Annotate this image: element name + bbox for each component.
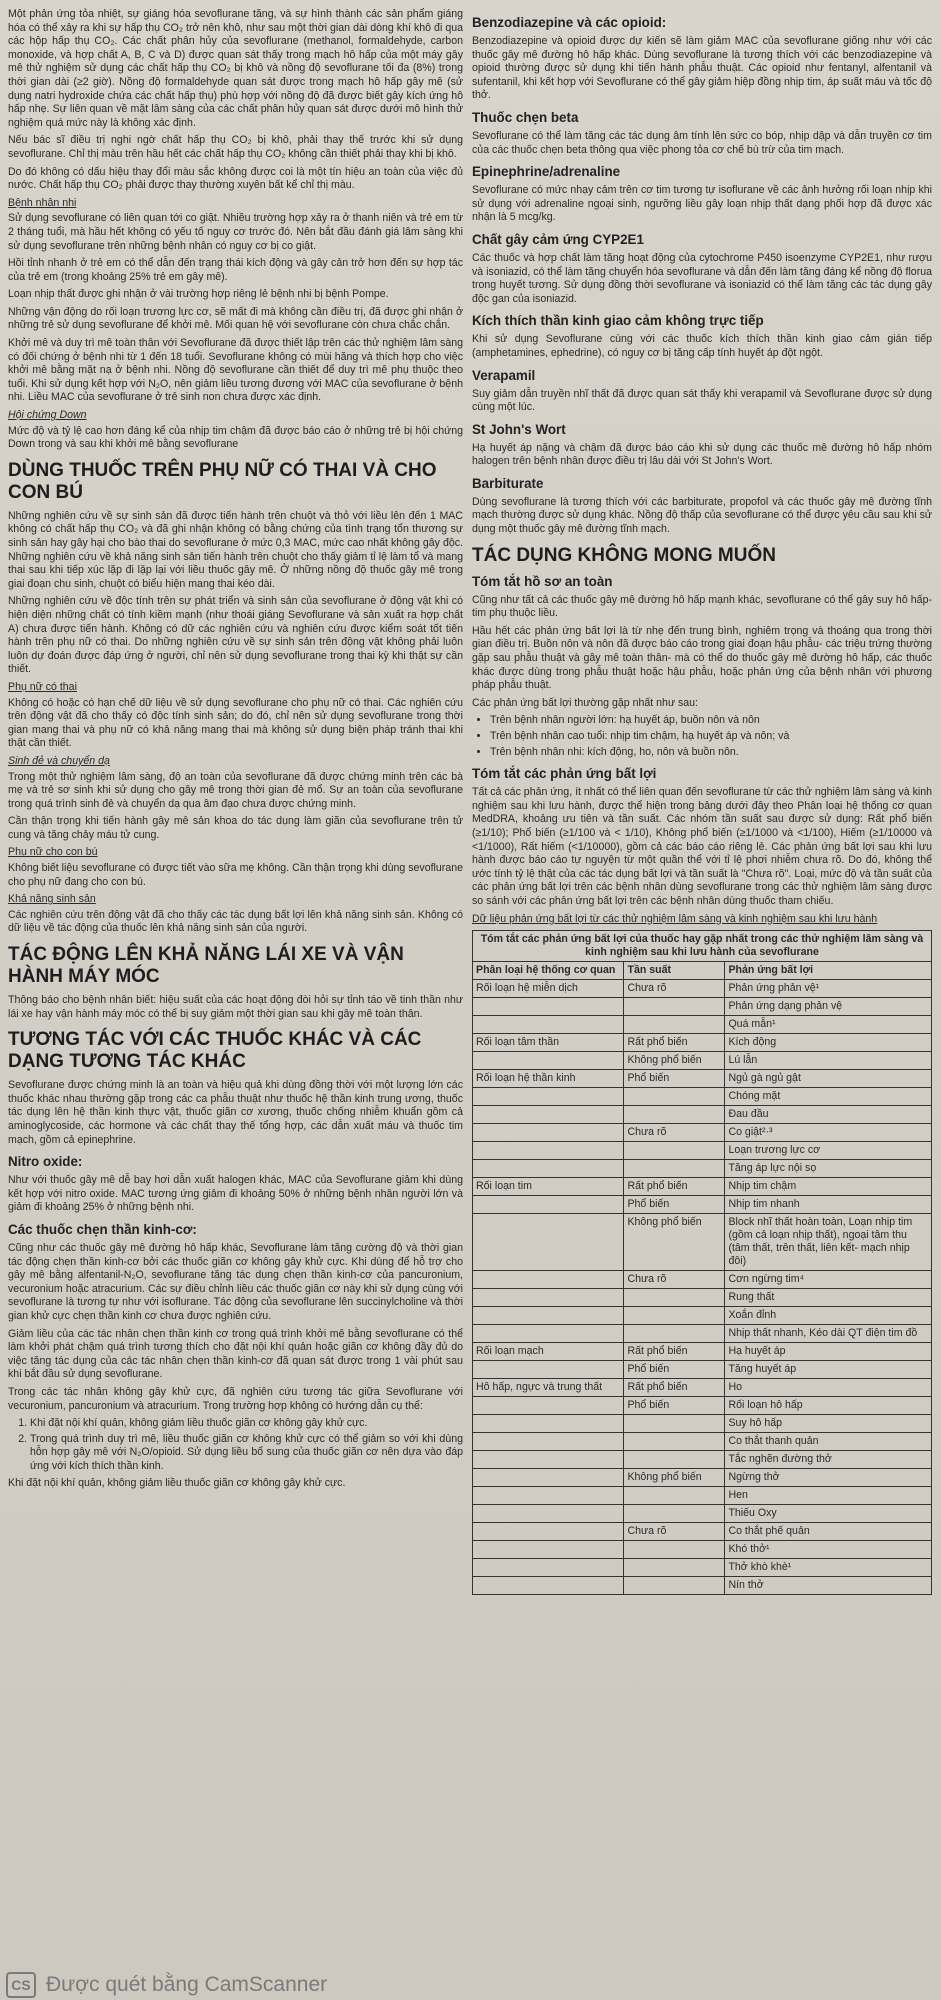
cell-reaction: Quá mẫn¹ xyxy=(725,1016,932,1034)
table-row xyxy=(473,1397,932,1415)
sympathomimetic-heading: Kích thích thần kinh giao cảm không trực tiếp xyxy=(472,313,764,329)
cell-frequency: Phổ biến xyxy=(624,1361,725,1379)
table-header-frequency: Tần suất xyxy=(624,962,725,980)
cell-reaction: Co thắt phế quản xyxy=(725,1523,932,1541)
verapamil-heading: Verapamil xyxy=(472,367,536,383)
cell-frequency: Chưa rõ xyxy=(624,1523,725,1541)
pediatric-paragraph: Sử dụng sevoflurane có liên quan tới co giật. Nhiều trường hợp xảy ra ở thanh niên và trẻ em từ 2 tháng tuổi, mà hầu hết không có yếu tố nguy cơ trước đó. Nên bắt đầu đánh giá lâm sàng khi sử dụng sevoflurane trên những bệnh nhân có nguy cơ bị co giật. xyxy=(8,212,463,252)
table-row xyxy=(473,1307,932,1325)
cell-reaction: Loạn trương lực cơ xyxy=(725,1142,932,1160)
epinephrine-text: Sevoflurane có mức nhạy cảm trên cơ tim tương tự isoflurane về các ảnh hưởng rối loạn nhịp khi sử dụng với adrenaline ngoại sinh, ngưỡng liều gây loạn nhịp thất dạng phối hợp đã được xác nhận là 5 mcg/kg. xyxy=(472,184,932,224)
table-row xyxy=(473,1469,932,1487)
driving-heading: TÁC ĐỘNG LÊN KHẢ NĂNG LÁI XE VÀ VẬN HÀNH MÁY MÓC xyxy=(8,944,404,988)
cell-reaction: Phản ứng phản vệ¹ xyxy=(725,980,932,998)
left-column xyxy=(8,8,463,1495)
interactions-text: Sevoflurane được chứng minh là an toàn và hiệu quả khi dùng đồng thời với một lượng lớn các thuốc khác nhau thường gặp trong các ca phẫu thuật như thuốc hệ thần kinh trung ương, thuốc tác dụng lên hệ thần kinh thực vật, thuốc giãn cơ xương, thuốc chống nhiễm khuẩn gồm cả aminoglycoside, các hormone và các chất thay thế tổng hợp, các dẫn xuất máu và thuốc tim mạch, gồm cả epinephrine. xyxy=(8,1079,463,1146)
fertility-text: Các nghiên cứu trên động vật đã cho thấy các tác dụng bất lợi lên khả năng sinh sản. Không có dữ liệu về tác động của thuốc lên khả năng sinh sản của người. xyxy=(8,908,463,935)
cell-frequency xyxy=(624,1415,725,1433)
table-header-organ-class: Phân loại hệ thống cơ quan xyxy=(473,962,624,980)
cell-organ-class xyxy=(473,1451,624,1469)
table-row xyxy=(473,1271,932,1289)
table-row xyxy=(473,1487,932,1505)
pediatric-paragraph: Hồi tỉnh nhanh ở trẻ em có thể dẫn đến trạng thái kích động và gây cản trở hơn đến sự hợp tác của trẻ em (trong khoảng 25% trẻ em gây mê). xyxy=(8,257,463,283)
cell-organ-class xyxy=(473,1142,624,1160)
safety-profile-section xyxy=(472,594,932,711)
cell-reaction: Suy hô hấp xyxy=(725,1415,932,1433)
cell-frequency: Rất phổ biến xyxy=(624,1379,725,1397)
cell-organ-class xyxy=(473,1415,624,1433)
cell-organ-class xyxy=(473,1325,624,1343)
neuromuscular-blockers-list xyxy=(8,1417,463,1473)
sympathomimetic-text: Khi sử dụng Sevoflurane cùng với các thuốc kích thích thần kinh giao cảm gián tiếp (amphetamines, ephedrine), có nguy cơ bị tăng cấp tính huyết áp đột ngột. xyxy=(472,333,932,359)
table-intro: Dữ liệu phản ứng bất lợi từ các thử nghiệm lâm sàng và kinh nghiệm sau khi lưu hành xyxy=(472,912,878,925)
benzodiazepine-text: Benzodiazepine và opioid được dự kiến sẽ làm giảm MAC của sevoflurane giống như với các thuốc gây mê đường hô hấp khác. Dùng sevoflurane là tương thích với các benzodiazepine và opioid thường được sử dụng khi tiến hành phẫu thuật. Các opioid như fentanyl, alfentanil và sufentanil, khi kết hợp với Sevoflurane có thể gây giảm hiệp đồng nhịp tim, áp suất máu và tốc độ thở. xyxy=(472,35,932,102)
cell-frequency: Không phổ biến xyxy=(624,1469,725,1487)
cell-frequency xyxy=(624,1577,725,1595)
camscanner-watermark xyxy=(6,1972,327,1998)
cell-organ-class xyxy=(473,1487,624,1505)
neuromuscular-blockers-final: Khi đặt nội khí quản, không giảm liều thuốc giãn cơ không gây khử cực. xyxy=(8,1477,346,1490)
lactation-label: Phụ nữ cho con bú xyxy=(8,846,98,859)
cell-organ-class: Rối loạn tâm thần xyxy=(473,1034,624,1052)
cell-frequency xyxy=(624,1016,725,1034)
intro-paragraph: Do đó không có dấu hiệu thay đổi màu sắc không được coi là một tín hiệu an toàn của việc đủ nước. Chất hấp thụ CO₂ phải được thay thường xuyên bất kể chỉ thị màu. xyxy=(8,165,463,192)
beta-blocker-text: Sevoflurane có thể làm tăng các tác dụng âm tính lên sức co bóp, nhịp dập và dẫn truyền cơ tim của các thuốc chẹn beta thông qua việc phong tỏa cơ chế bù trừ của tim mạch. xyxy=(472,129,932,156)
cell-reaction: Ngừng thở xyxy=(725,1469,932,1487)
pediatric-section xyxy=(8,212,463,405)
table-row xyxy=(473,1559,932,1577)
cell-reaction: Hạ huyết áp xyxy=(725,1343,932,1361)
adverse-reactions-heading: TÁC DỤNG KHÔNG MONG MUỐN xyxy=(472,544,776,566)
cell-organ-class xyxy=(473,1577,624,1595)
barbiturate-text: Dùng sevoflurane là tương thích với các barbiturate, propofol và các thuốc gây mê đường tĩnh mạch thường được sử dụng khác. Nồng độ thấp của sevoflurane có thể được yêu cầu sau khi sử dụng một thuốc gây mê đường tĩnh mạch. xyxy=(472,495,932,536)
intro-section xyxy=(8,8,463,193)
table-row xyxy=(473,1433,932,1451)
cell-organ-class xyxy=(473,1307,624,1325)
cell-reaction: Phản ứng dạng phản vệ xyxy=(725,998,932,1016)
cell-frequency xyxy=(624,1505,725,1523)
pregnancy-paragraph: Những nghiên cứu về độc tính trên sự phát triển và sinh sản của sevoflurane ở động vật khi có hiện diện những chất có tính kiềm mạnh (như thoái giáng Sevoflurane và sản xuất ra hợp chất A) chưa được tiến hành. Không có dữ các nghiên cứu và nghiên cứu được kiểm soát tốt tiến hành trên phụ nữ có thai. Do những nghiên cứu về sự sinh sản trên động vật không phải luôn luôn dự đoán được đáp ứng ở người, chỉ nên sử dụng sevoflurane trong thai kỳ khi thật sự cần thiết. xyxy=(8,595,463,676)
benzodiazepine-heading: Benzodiazepine và các opioid: xyxy=(472,15,667,30)
adverse-reactions-table xyxy=(472,930,932,1595)
epinephrine-heading: Epinephrine/adrenaline xyxy=(472,164,621,180)
cell-frequency xyxy=(624,1160,725,1178)
cell-frequency xyxy=(624,1433,725,1451)
cell-organ-class: Rối loạn mạch xyxy=(473,1343,624,1361)
nitrous-oxide-text: Như với thuốc gây mê dễ bay hơi dẫn xuất halogen khác, MAC của Sevoflurane giảm khi dùng kết hợp với nitro oxide. MAC tương ứng giảm đi khoảng 50% ở những bệnh nhân người lớn và giảm đi khoảng 25% ở những bệnh nhi. xyxy=(8,1174,463,1214)
neuromuscular-blockers-heading: Các thuốc chẹn thần kinh-cơ: xyxy=(8,1221,197,1237)
common-reaction-item: • Trên bệnh nhân nhi: kích động, ho, nôn và buồn nôn. xyxy=(490,746,932,760)
pediatric-paragraph: Loạn nhịp thất được ghi nhận ở vài trường hợp riêng lẻ bệnh nhi bị bệnh Pompe. xyxy=(8,288,389,301)
cell-frequency xyxy=(624,1289,725,1307)
right-column xyxy=(472,8,932,1595)
cell-reaction: Kích động xyxy=(725,1034,932,1052)
cell-reaction: Block nhĩ thất hoàn toàn, Loạn nhịp tim (gồm cả loạn nhịp thất), ngoại tâm thu (tâm thất, trên thất, liên kết- mạch nhịp đôi) xyxy=(725,1214,932,1271)
cell-reaction: Khó thở¹ xyxy=(725,1541,932,1559)
cell-organ-class xyxy=(473,1196,624,1214)
cell-organ-class xyxy=(473,1433,624,1451)
table-row xyxy=(473,1016,932,1034)
common-reaction-item: • Trên bệnh nhân cao tuổi: nhịp tim chậm, hạ huyết áp và nôn; và xyxy=(490,730,932,744)
cell-reaction: Rung thất xyxy=(725,1289,932,1307)
cell-organ-class xyxy=(473,1289,624,1307)
table-row xyxy=(473,1325,932,1343)
safety-paragraph: Hầu hết các phản ứng bất lợi là từ nhẹ đến trung bình, nghiêm trọng và thoáng qua trong thời gian điều trị. Buồn nôn và nôn đã được báo cáo trong giai đoạn hậu phẫu- các triệu trứng thường gặp sau phẫu thuật và gây mê toàn thân- mà có thể do thuốc gây mê đường hô hấp, các thuốc khác được dùng trong phẫu thuật hoặc hậu phẫu, hoặc phản ứng của bệnh nhân với phương pháp phẫu thuật. xyxy=(472,624,932,692)
nitrous-oxide-heading: Nitro oxide: xyxy=(8,1154,83,1170)
verapamil-text: Suy giảm dẫn truyền nhĩ thất đã được quan sát thấy khi verapamil và Sevoflurane được sử dụng cùng một lúc. xyxy=(472,387,932,414)
st-johns-wort-text: Hạ huyết áp nặng và chậm đã được báo cáo khi sử dụng các thuốc mê đường hô hấp nhóm halogen trên bệnh nhân được điều trị lâu dài với St John's Wort. xyxy=(472,441,932,468)
cell-organ-class xyxy=(473,998,624,1016)
cell-frequency xyxy=(624,998,725,1016)
table-row xyxy=(473,1124,932,1142)
cyp2e1-heading: Chất gây cảm ứng CYP2E1 xyxy=(472,231,644,247)
table-row xyxy=(473,1505,932,1523)
cell-organ-class xyxy=(473,1541,624,1559)
cell-organ-class xyxy=(473,1016,624,1034)
table-row xyxy=(473,1034,932,1052)
cell-frequency: Không phổ biến xyxy=(624,1052,725,1070)
cell-frequency: Phổ biến xyxy=(624,1070,725,1088)
cell-reaction: Chóng mặt xyxy=(725,1088,932,1106)
table-row xyxy=(473,1541,932,1559)
table-row xyxy=(473,1214,932,1271)
table-row xyxy=(473,1343,932,1361)
cell-frequency: Rất phổ biến xyxy=(624,1343,725,1361)
safety-paragraph: Các phản ứng bất lợi thường gặp nhất như sau: xyxy=(472,696,699,709)
labor-section xyxy=(8,771,463,843)
adverse-summary-heading: Tóm tắt các phản ứng bất lợi xyxy=(472,766,657,782)
cell-organ-class xyxy=(473,1160,624,1178)
safety-profile-heading: Tóm tắt hồ sơ an toàn xyxy=(472,573,613,589)
cell-organ-class: Rối loạn hệ miễn dịch xyxy=(473,980,624,998)
cell-reaction: Ngủ gà ngủ gật xyxy=(725,1070,932,1088)
cell-frequency xyxy=(624,1088,725,1106)
neuromuscular-list-item: 2. Trong quá trình duy trì mê, liều thuốc giãn cơ không khử cực có thể giảm so với khi dùng hỗn hợp gây mê với N₂O/opioid. Sử dụng liều bổ sung của thuốc giãn cơ nên dựa vào đáp ứng với kích thích thần kinh. xyxy=(30,1433,463,1474)
table-row xyxy=(473,1451,932,1469)
intro-paragraph: Nếu bác sĩ điều trị nghi ngờ chất hấp thụ CO₂ bị khô, phải thay thế trước khi sử dụng sevoflurane. Chỉ thị màu trên hầu hết các chất hấp thụ CO₂ không cần thiết phải thay khi bị khô. xyxy=(8,134,463,160)
table-row xyxy=(473,1142,932,1160)
table-caption: Tóm tắt các phản ứng bất lợi của thuốc hay gặp nhất trong các thử nghiệm lâm sàng và kinh nghiệm sau khi lưu hành của sevoflurane xyxy=(473,931,932,962)
pregnant-text: Không có hoặc có hạn chế dữ liệu về sử dụng sevoflurane cho phụ nữ có thai. Các nghiên cứu trên động vật đã cho thấy có độc tính sinh sản; do đó, chỉ nên sử dụng sevoflurane trong thời gian mang thai và phụ nữ có khả năng mang thai mà không sử dụng biện pháp tránh thai khi thật cần thiết. xyxy=(8,696,463,750)
cell-reaction: Nhịp tim chậm xyxy=(725,1178,932,1196)
pregnancy-section xyxy=(8,510,463,677)
neuromuscular-paragraph: Giảm liều của các tác nhân chẹn thần kinh cơ trong quá trình khởi mê bằng sevoflurane có thể làm khởi phát chậm quá trình tương thích cho đặt nội khí quản hoặc giãn cơ không đầy đủ do việc tăng tác dụng của các tác nhân chẹn thần kinh-cơ đã quan sát được trong 1 vài phút sau khi bắt đầu sử dụng sevoflurane. xyxy=(8,1327,463,1381)
cell-reaction: Hen xyxy=(725,1487,932,1505)
labor-label: Sinh đẻ và chuyển dạ xyxy=(8,754,110,767)
cell-reaction: Tắc nghẽn đường thở xyxy=(725,1451,932,1469)
cell-organ-class xyxy=(473,1505,624,1523)
cell-organ-class xyxy=(473,1559,624,1577)
cell-reaction: Co giật²·³ xyxy=(725,1124,932,1142)
cell-frequency xyxy=(624,1106,725,1124)
labor-paragraph: Trong một thử nghiệm lâm sàng, độ an toàn của sevoflurane đã được chứng minh trên các bà mẹ và trẻ sơ sinh khi sử dụng cho gây mê trong thời gian đẻ mổ. Sự an toàn của sevoflurane trong quá trình sinh đẻ và chuyển dạ qua âm đạo chưa được chứng minh. xyxy=(8,770,463,810)
watermark-text: Được quét bằng CamScanner xyxy=(46,1973,328,1996)
cell-reaction: Xoắn đỉnh xyxy=(725,1307,932,1325)
table-body xyxy=(473,980,932,1595)
beta-blocker-heading: Thuốc chẹn beta xyxy=(472,109,579,125)
table-row xyxy=(473,1088,932,1106)
interactions-heading: TƯƠNG TÁC VỚI CÁC THUỐC KHÁC VÀ CÁC DẠNG TƯƠNG TÁC KHÁC xyxy=(8,1029,422,1073)
cell-frequency xyxy=(624,1487,725,1505)
cell-frequency xyxy=(624,1541,725,1559)
cell-organ-class xyxy=(473,1124,624,1142)
table-header-reaction: Phản ứng bất lợi xyxy=(725,962,932,980)
table-row xyxy=(473,1178,932,1196)
table-row xyxy=(473,1289,932,1307)
cell-reaction: Thở khò khè¹ xyxy=(725,1559,932,1577)
pediatric-paragraph: Những vận động do rối loạn trương lực cơ, sẽ mất đi mà không cần điều trị, đã được ghi nhận ở những trẻ sử dụng sevoflurane để khởi mê. Mối quan hệ với sevoflurane còn chưa chắc chắn. xyxy=(8,305,463,332)
table-row xyxy=(473,1577,932,1595)
adverse-summary-text: Tất cả các phản ứng, ít nhất có thể liên quan đến sevoflurane từ các thử nghiệm lâm sàng và kinh nghiệm sau khi lưu hành, được thể hiện trong bảng dưới đây theo Phân loại hệ thống cơ quan MedDRA, khoảng ưu tiên và tần suất. Các nhóm tần suất sau được sử dụng: Rất phổ biến (≥1/10); Phổ biến (≥1/100 và < 1/10), Không phổ biến (≥1/1000 và <1/100), Hiếm (≥1/10000 và <1/1000), Rất hiếm (<1/10000), gồm cả các báo cáo riêng lẻ. Các phản ứng bất lợi sau khi lưu hành được báo cáo tự nguyện từ một quần thể với tỉ lệ phơi nhiễm chưa rõ. Do đó, không thể ước tính tỷ lệ thật của các tác dụng bất lợi và tần suất là "Chưa rõ". Loại, mức độ và tần suất của các phản ứng bất lợi trên các bệnh nhân dùng sevoflurane trong các thử nghiệm lâm sàng được so sánh với các phản ứng bất lợi trên các bệnh nhân dùng thuốc tham chiếu. xyxy=(472,786,933,907)
cell-reaction: Tăng huyết áp xyxy=(725,1361,932,1379)
table-row xyxy=(473,980,932,998)
down-syndrome-label: Hội chứng Down xyxy=(8,409,87,422)
cell-frequency xyxy=(624,1451,725,1469)
table-row xyxy=(473,1070,932,1088)
pediatric-label: Bệnh nhân nhi xyxy=(8,196,77,209)
cell-frequency: Chưa rõ xyxy=(624,1271,725,1289)
cell-frequency xyxy=(624,1307,725,1325)
pediatric-paragraph: Khởi mê và duy trì mê toàn thân với Sevoflurane đã được thiết lập trên các thử nghiệm lâm sàng có đối chứng ở bệnh nhi từ 1 đến 18 tuổi. Sevoflurane không có mùi hăng và thích hợp cho việc khởi mê bằng mặt nạ ở bệnh nhi. Nồng độ sevoflurane cần thiết để duy trì mê phụ thuộc theo tuổi. Khi sử dụng kết hợp với N₂O, nên giảm liều tương đương với MAC của sevoflurane ở bệnh nhi. Liều MAC của sevoflurane ở trẻ sinh non chưa được xác định. xyxy=(8,337,463,404)
cell-frequency: Chưa rõ xyxy=(624,1124,725,1142)
cell-frequency: Phổ biến xyxy=(624,1397,725,1415)
cell-organ-class xyxy=(473,1469,624,1487)
labor-paragraph: Cần thận trọng khi tiến hành gây mê sản khoa do tác dụng làm giãn của sevoflurane trên tử cung và tăng chảy máu tử cung. xyxy=(8,815,463,841)
cell-organ-class: Hô hấp, ngực và trung thất xyxy=(473,1379,624,1397)
cell-organ-class xyxy=(473,1052,624,1070)
cyp2e1-text: Các thuốc và hợp chất làm tăng hoạt động của cytochrome P450 isoenzyme CYP2E1, như rượu và isoniazid, có thể làm tăng chuyển hóa sevoflurane và dẫn đến làm tăng đáng kể nồng độ florua trong huyết tương. Sử dụng đồng thời sevoflurane và isoniazid có thể làm tăng các tác dụng gây độc gan của isoniazid. xyxy=(472,251,932,305)
cell-reaction: Nhịp tim nhanh xyxy=(725,1196,932,1214)
table-row xyxy=(473,1196,932,1214)
lactation-text: Không biết liệu sevoflurane có được tiết vào sữa mẹ không. Cần thận trọng khi dùng sevoflurane cho phụ nữ đang cho con bú. xyxy=(8,862,463,888)
cell-reaction: Co thắt thanh quản xyxy=(725,1433,932,1451)
cell-reaction: Cơn ngừng tim⁴ xyxy=(725,1271,932,1289)
pregnancy-paragraph: Những nghiên cứu về sự sinh sản đã được tiến hành trên chuột và thỏ với liều lên đến 1 MAC không có chất hấp thụ CO₂ và đã ghi nhận không có bằng chứng của tình trạng tổn thương sự sinh sản hay gây hại cho bào thai do sevoflurane ở mức 0,3 MAC, mức cao nhất không gây độc. Những nghiên cứu về khả năng sinh sản tiến hành trên chuột cho thấy giảm tỉ lệ làm tổ và mang thai sau khi tiếp xúc lặp đi lặp lại với liều thuốc gây mê. Ở những nồng độ thuốc gây mê trong giai đoạn chu sinh, chuột có biểu hiện mang thai kéo dài. xyxy=(8,509,463,590)
cell-frequency xyxy=(624,1559,725,1577)
table-row xyxy=(473,1052,932,1070)
safety-paragraph: Cũng như tất cả các thuốc gây mê đường hô hấp mạnh khác, sevoflurane có thể gây suy hô hấp- tim phụ thuộc liều. xyxy=(472,593,932,620)
cell-reaction: Nín thở xyxy=(725,1577,932,1595)
intro-paragraph: Một phản ứng tỏa nhiệt, sự giáng hóa sevoflurane tăng, và sự hình thành các sản phẩm giáng hóa có thể xảy ra khi sự hấp thụ CO₂ trở nên khô, như sau một thời gian dài dòng khí khô đi qua các hộp hấp thụ CO₂. Các chất phân hủy của sevoflurane (methanol, formaldehyde, carbon monoxide, và hợp chất A, B, C và D) được quan sát thấy trong mạch hô hấp của một máy gây mê thử nghiệm sử dụng các chất hấp thụ CO₂ bị khô và nồng độ sevoflurane tối đa (8%) trong thời gian dài (≥2 giờ). Nồng độ formaldehyde quan sát được trong mạch hô hấp gây mê (sử dụng natri hydroxide chứa các chất hấp thụ) phù hợp với nồng độ đã được biết gây kích ứng hô hấp nhẹ. Sự liên quan về mặt lâm sàng của các chất phân hủy quan sát được dưới mô hình thử nghiệm quá mức này là không xác định. xyxy=(8,8,463,129)
cell-organ-class xyxy=(473,1397,624,1415)
neuromuscular-list-item: 1. Khi đặt nội khí quản, không giảm liều thuốc giãn cơ không gây khử cực. xyxy=(30,1417,463,1431)
common-reaction-item: • Trên bệnh nhân người lớn: hạ huyết áp, buồn nôn và nôn xyxy=(490,714,932,728)
camscanner-logo: CS xyxy=(6,1972,36,1998)
pregnant-label: Phụ nữ có thai xyxy=(8,680,77,693)
cell-reaction: Tăng áp lực nội sọ xyxy=(725,1160,932,1178)
cell-organ-class xyxy=(473,1523,624,1541)
down-syndrome-text: Mức độ và tỷ lệ cao hơn đáng kể của nhịp tim chậm đã được báo cáo ở những trẻ bị hội chứng Down trong và sau khi khởi mê bằng sevoflurane xyxy=(8,424,463,451)
cell-reaction: Nhịp thất nhanh, Kéo dài QT điện tim đồ xyxy=(725,1325,932,1343)
fertility-label: Khả năng sinh sản xyxy=(8,893,96,906)
cell-reaction: Rối loạn hô hấp xyxy=(725,1397,932,1415)
cell-organ-class xyxy=(473,1361,624,1379)
cell-reaction: Đau đầu xyxy=(725,1106,932,1124)
cell-reaction: Thiếu Oxy xyxy=(725,1505,932,1523)
neuromuscular-paragraph: Trong các tác nhân không gây khử cực, đã nghiên cứu tương tác giữa Sevoflurane với vecuronium, pancuronium và atracurium. Trong trường hợp không có hướng dẫn cụ thể: xyxy=(8,1385,463,1412)
cell-frequency: Rất phổ biến xyxy=(624,1034,725,1052)
neuromuscular-paragraph: Cũng như các thuốc gây mê đường hô hấp khác, Sevoflurane làm tăng cường độ và thời gian tác động chẹn thần kinh-cơ bởi các thuốc giãn cơ không gây khử cực. Khi dùng để hỗ trợ cho gây mê bằng alfentanil-N₂O, sevoflurane tăng tác dụng chẹn thần kinh-cơ của pancuronium, vecuronium hoặc atracurium. Các sự điều chỉnh liều các thuốc giãn cơ này khi sử dụng cùng với sevoflurane là tương tự như với isoflurane. Tác động của sevoflurane lên succinylcholine và thời gian khử cực chẹn thần kinh cơ chưa được nghiên cứu. xyxy=(8,1241,463,1322)
cell-organ-class: Rối loạn tim xyxy=(473,1178,624,1196)
table-row xyxy=(473,998,932,1016)
cell-reaction: Ho xyxy=(725,1379,932,1397)
cell-frequency: Không phổ biến xyxy=(624,1214,725,1271)
barbiturate-heading: Barbiturate xyxy=(472,475,544,491)
cell-frequency: Chưa rõ xyxy=(624,980,725,998)
common-reactions-list xyxy=(472,714,932,759)
cell-frequency xyxy=(624,1142,725,1160)
driving-text: Thông báo cho bệnh nhân biết: hiệu suất của các hoạt động đòi hỏi sự tỉnh táo về tinh thần như lái xe hay vận hành máy móc có thể bị suy giảm một thời gian sau khi gây mê toàn thân. xyxy=(8,994,463,1020)
table-row xyxy=(473,1160,932,1178)
table-row xyxy=(473,1361,932,1379)
cell-frequency: Phổ biến xyxy=(624,1196,725,1214)
pregnancy-heading: DÙNG THUỐC TRÊN PHỤ NỮ CÓ THAI VÀ CHO CON BÚ xyxy=(8,459,437,503)
table-row xyxy=(473,1523,932,1541)
cell-organ-class xyxy=(473,1106,624,1124)
table-row xyxy=(473,1106,932,1124)
st-johns-wort-heading: St John's Wort xyxy=(472,421,566,437)
cell-organ-class xyxy=(473,1088,624,1106)
table-row xyxy=(473,1415,932,1433)
cell-frequency xyxy=(624,1325,725,1343)
cell-reaction: Lú lẫn xyxy=(725,1052,932,1070)
table-row xyxy=(473,1379,932,1397)
cell-organ-class xyxy=(473,1271,624,1289)
cell-organ-class xyxy=(473,1214,624,1271)
neuromuscular-blockers-section xyxy=(8,1242,463,1413)
cell-frequency: Rất phổ biến xyxy=(624,1178,725,1196)
cell-organ-class: Rối loạn hệ thần kinh xyxy=(473,1070,624,1088)
